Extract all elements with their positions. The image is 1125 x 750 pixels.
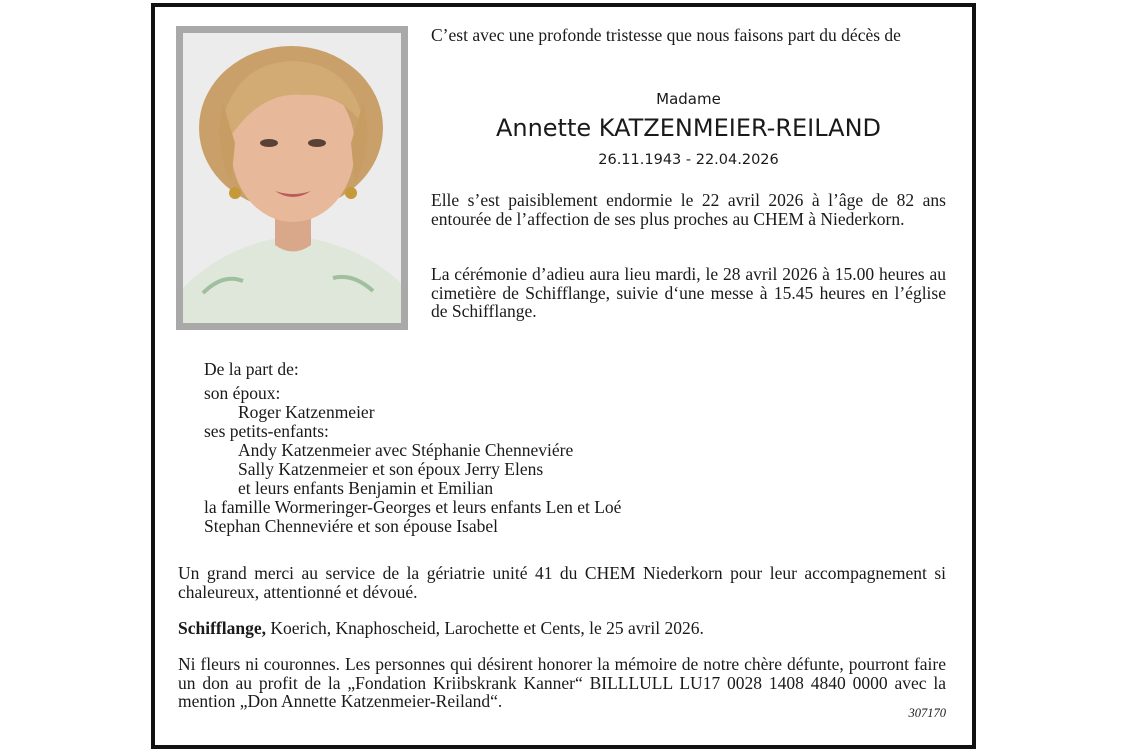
passing-paragraph: Elle s’est paisiblement endormie le 22 avril 2026 à l’âge de 82 ans entourée de l’affection de ses plus proches au CHEM à Niederkorn. (431, 190, 946, 229)
place-rest: Koerich, Knaphoscheid, Larochette et Cents, le 25 avril 2026. (266, 618, 704, 638)
family-line: Andy Katzenmeier avec Stéphanie Chenneviére (238, 440, 574, 460)
closing-paragraph: Ni fleurs ni couronnes. Les personnes qui désirent honorer la mémoire de notre chère défunte, pourront faire un don au profit de la „Fondation Kriibskrank Kanner“ BILLLULL LU17 0028 1408 4840 0000 avec la mention „Don Annette Katzenmeier-Reiland“. (178, 654, 946, 711)
ceremony-paragraph: La cérémonie d’adieu aura lieu mardi, le 28 avril 2026 à 15.00 heures au cimetière de Schifflange, suivie d‘une messe à 15.45 heures en l’église de Schifflange. (431, 264, 946, 321)
portrait-photo (183, 33, 401, 323)
reference-number: 307170 (908, 706, 946, 720)
place-date-line (178, 619, 946, 638)
family-line: ses petits-enfants: (204, 421, 329, 441)
portrait-illustration (183, 33, 401, 323)
life-dates: 26.11.1943 - 22.04.2026 (598, 152, 779, 168)
family-line: et leurs enfants Benjamin et Emilian (238, 478, 494, 498)
intro-text: C’est avec une profonde tristesse que nous faisons part du décès de (431, 25, 901, 45)
family-line: la famille Wormeringer-Georges et leurs enfants Len et Loé (204, 497, 622, 517)
family-line: Sally Katzenmeier et son époux Jerry Elens (238, 459, 544, 479)
family-heading: De la part de: (204, 359, 299, 379)
place-town: Schifflange, (178, 618, 266, 638)
deceased-name: Annette KATZENMEIER-REILAND (495, 114, 882, 142)
family-line: Stephan Chenneviére et son épouse Isabel (204, 516, 499, 536)
family-line: son époux: (204, 383, 281, 403)
family-line: Roger Katzenmeier (238, 402, 375, 422)
thanks-paragraph: Un grand merci au service de la gériatrie unité 41 du CHEM Niederkorn pour leur accompagnement si chaleureux, attentionné et dévoué. (178, 563, 946, 602)
salutation: Madame (656, 90, 721, 108)
portrait-frame (176, 26, 408, 330)
